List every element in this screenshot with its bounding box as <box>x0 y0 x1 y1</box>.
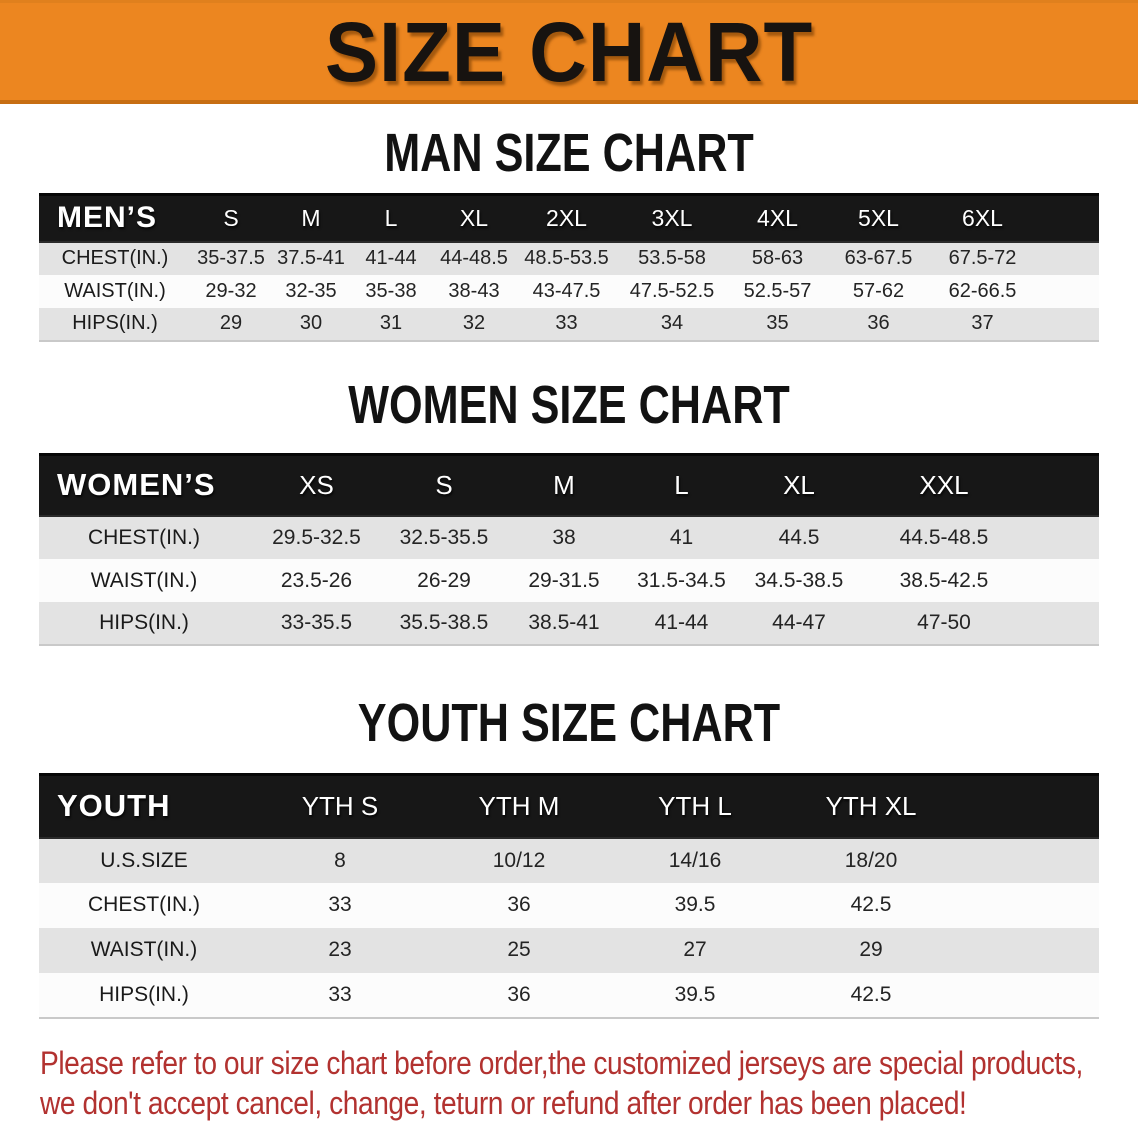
value-cell: 57-62 <box>852 279 905 302</box>
measurement-row <box>39 559 1099 602</box>
value-cell: 47-50 <box>917 611 971 634</box>
group-label-women: WOMEN’S <box>39 454 249 516</box>
value-cell: 35-37.5 <box>197 247 265 269</box>
value-cell: 52.5-57 <box>743 279 812 302</box>
disclaimer-line-2: we don't accept cancel, change, teturn or refund after order has been placed! <box>40 1084 967 1121</box>
size-header-row <box>39 454 1099 516</box>
section-title-men: MAN SIZE CHART <box>384 123 754 183</box>
value-cell: 48.5-53.5 <box>524 247 609 269</box>
size-column-header: XL <box>739 454 859 516</box>
value-cell: 38.5-42.5 <box>899 568 989 592</box>
value-cell: 42.5 <box>850 982 892 1006</box>
value-cell: 30 <box>299 312 323 334</box>
size-column-header: M <box>271 195 351 242</box>
value-cell: 32 <box>462 312 486 334</box>
size-column-header: M <box>504 454 624 516</box>
measurement-row <box>39 928 1099 973</box>
size-chart-banner <box>0 0 1138 104</box>
value-cell: 38-43 <box>448 279 500 302</box>
value-cell: 27 <box>683 938 707 961</box>
disclaimer <box>40 1043 1138 1123</box>
size-column-header: 4XL <box>728 195 827 242</box>
size-column-header: XS <box>249 454 384 516</box>
value-cell: 23 <box>328 938 352 961</box>
value-cell: 38.5-41 <box>528 611 600 634</box>
row-label: WAIST(IN.) <box>90 568 198 592</box>
row-label: CHEST(IN.) <box>88 893 200 916</box>
value-cell: 38 <box>552 526 576 549</box>
row-filler <box>1035 308 1099 341</box>
row-filler <box>1029 602 1099 645</box>
measurement-row <box>39 242 1099 275</box>
row-label: HIPS(IN.) <box>99 982 189 1006</box>
value-cell: 44.5-48.5 <box>899 526 989 549</box>
value-cell: 29 <box>859 938 883 961</box>
men-size-section <box>0 123 1138 342</box>
value-cell: 35-38 <box>365 279 417 302</box>
size-column-header: 3XL <box>616 195 728 242</box>
value-cell: 29 <box>219 312 243 334</box>
value-cell: 23.5-26 <box>280 568 353 592</box>
measurement-row <box>39 883 1099 928</box>
value-cell: 26-29 <box>417 568 471 592</box>
row-filler <box>959 883 1099 928</box>
value-cell: 41 <box>669 526 694 549</box>
measurement-row <box>39 516 1099 559</box>
value-cell: 35.5-38.5 <box>399 611 489 634</box>
value-cell: 41-44 <box>654 611 709 634</box>
disclaimer-line-1: Please refer to our size chart before order,the customized jerseys are special products, <box>40 1044 1083 1081</box>
value-cell: 36 <box>867 312 890 334</box>
size-column-header: 5XL <box>827 195 930 242</box>
header-filler <box>959 775 1099 838</box>
measurement-row <box>39 308 1099 341</box>
youth-size-section <box>0 693 1138 1019</box>
measurement-row <box>39 602 1099 645</box>
row-label: CHEST(IN.) <box>88 526 200 549</box>
row-label: U.S.SIZE <box>100 848 188 872</box>
value-cell: 10/12 <box>492 848 546 872</box>
banner-title: SIZE CHART <box>324 4 814 99</box>
size-column-header: L <box>624 454 739 516</box>
value-cell: 58-63 <box>751 247 804 269</box>
size-header-row <box>39 195 1099 242</box>
size-column-header: YTH XL <box>783 775 959 838</box>
size-header-row <box>39 775 1099 838</box>
value-cell: 18/20 <box>844 848 898 872</box>
value-cell: 39.5 <box>674 893 716 916</box>
value-cell: 14/16 <box>668 848 722 872</box>
row-label: HIPS(IN.) <box>72 312 158 334</box>
group-label-men: MEN’S <box>39 195 191 242</box>
header-filler <box>1029 454 1099 516</box>
women-size-table <box>39 453 1099 647</box>
size-column-header: YTH L <box>607 775 783 838</box>
size-column-header: XL <box>431 195 517 242</box>
measurement-row <box>39 275 1099 308</box>
value-cell: 32.5-35.5 <box>399 526 489 549</box>
value-cell: 34.5-38.5 <box>754 568 844 592</box>
value-cell: 36 <box>507 982 531 1006</box>
value-cell: 37 <box>971 312 994 334</box>
value-cell: 34 <box>660 312 684 334</box>
row-filler <box>959 838 1099 883</box>
youth-size-table <box>39 773 1099 1019</box>
value-cell: 37.5-41 <box>277 247 345 269</box>
value-cell: 44-47 <box>772 611 826 634</box>
size-column-header: YTH M <box>431 775 607 838</box>
value-cell: 63-67.5 <box>844 247 913 269</box>
header-filler <box>1035 195 1099 242</box>
size-column-header: 2XL <box>517 195 616 242</box>
row-filler <box>1035 275 1099 308</box>
value-cell: 47.5-52.5 <box>629 279 715 302</box>
row-filler <box>1029 559 1099 602</box>
value-cell: 33 <box>328 982 352 1006</box>
value-cell: 44-48.5 <box>440 247 508 269</box>
value-cell: 62-66.5 <box>948 279 1017 302</box>
row-label: CHEST(IN.) <box>61 247 169 269</box>
row-label: WAIST(IN.) <box>90 938 198 961</box>
value-cell: 33 <box>555 312 578 334</box>
row-filler <box>1035 242 1099 275</box>
section-title-youth: YOUTH SIZE CHART <box>357 693 781 753</box>
section-title-women: WOMEN SIZE CHART <box>348 374 790 435</box>
value-cell: 44.5 <box>778 526 820 549</box>
value-cell: 8 <box>334 848 346 872</box>
value-cell: 29-31.5 <box>528 568 600 592</box>
value-cell: 33-35.5 <box>280 611 353 634</box>
value-cell: 53.5-58 <box>638 247 706 269</box>
group-label-youth: YOUTH <box>39 775 249 838</box>
measurement-row <box>39 973 1099 1018</box>
value-cell: 43-47.5 <box>532 279 601 302</box>
value-cell: 36 <box>507 893 531 916</box>
size-column-header: S <box>191 195 271 242</box>
value-cell: 33 <box>328 893 352 916</box>
women-size-section <box>0 374 1138 647</box>
size-column-header: L <box>351 195 431 242</box>
value-cell: 41-44 <box>365 247 417 269</box>
row-filler <box>959 973 1099 1018</box>
value-cell: 31 <box>379 312 403 334</box>
men-size-table <box>39 193 1099 342</box>
value-cell: 29-32 <box>205 279 257 302</box>
value-cell: 42.5 <box>850 893 892 916</box>
value-cell: 32-35 <box>285 279 337 302</box>
row-filler <box>959 928 1099 973</box>
row-label: WAIST(IN.) <box>64 279 166 302</box>
size-column-header: S <box>384 454 504 516</box>
value-cell: 31.5-34.5 <box>637 568 726 592</box>
value-cell: 29.5-32.5 <box>272 526 361 549</box>
row-filler <box>1029 516 1099 559</box>
value-cell: 35 <box>766 312 789 334</box>
value-cell: 25 <box>507 938 531 961</box>
size-column-header: XXL <box>859 454 1029 516</box>
measurement-row <box>39 838 1099 883</box>
size-column-header: 6XL <box>930 195 1035 242</box>
size-column-header: YTH S <box>249 775 431 838</box>
value-cell: 67.5-72 <box>948 247 1017 269</box>
value-cell: 39.5 <box>674 982 716 1006</box>
row-label: HIPS(IN.) <box>99 611 189 634</box>
